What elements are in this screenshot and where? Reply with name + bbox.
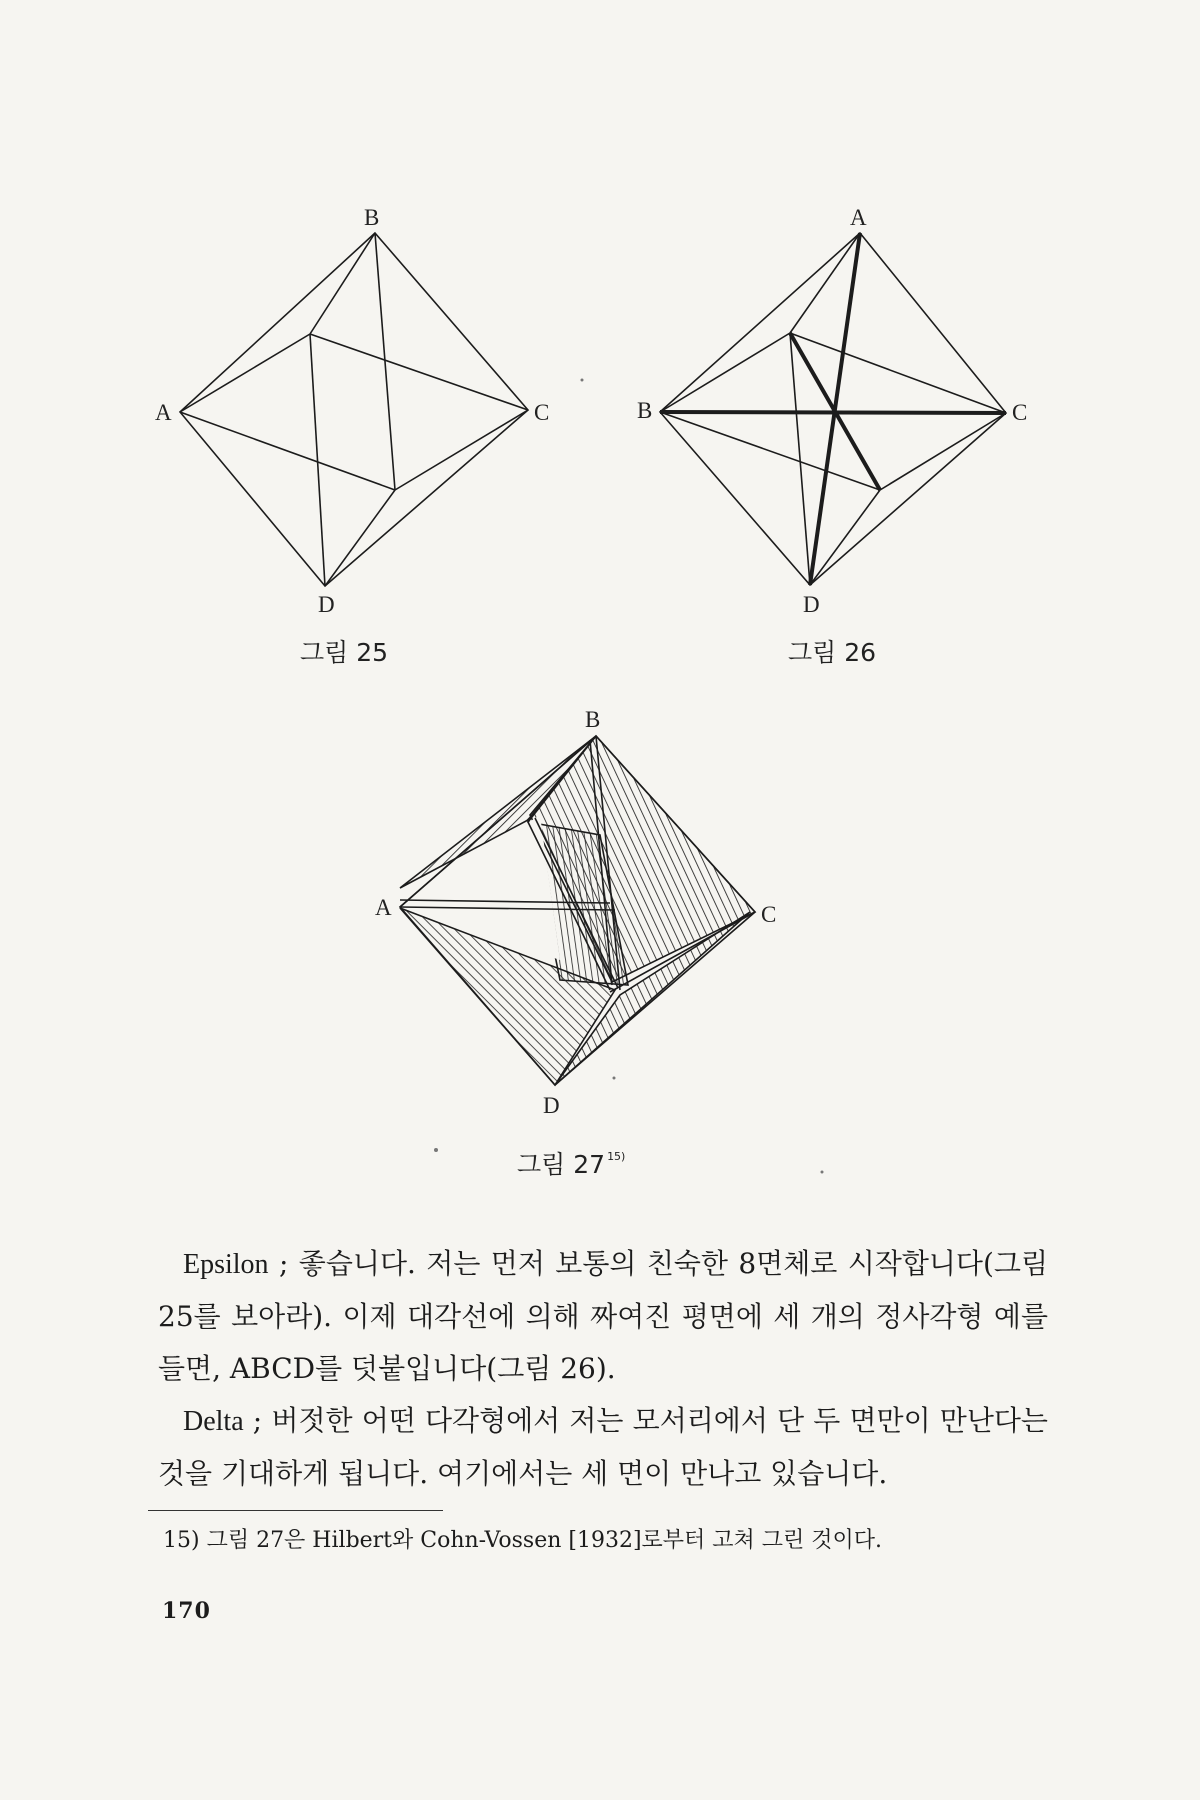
fig25-vertex-bottom: D (318, 592, 335, 617)
fig27-caption-footnote-ref: 15) (607, 1150, 626, 1163)
fig25-vertex-left: A (155, 400, 172, 425)
paragraph-delta-text: ; 버젓한 어떤 다각형에서 저는 모서리에서 단 두 면만이 만난다는 것을 기대하게 됩니다. 여기에서는 세 면이 만나고 있습니다. (158, 1404, 1048, 1490)
fig26-vertex-bottom: D (803, 592, 820, 617)
fig25-caption: 그림 25 (300, 638, 389, 667)
figure-27-octahedron (400, 736, 755, 1085)
fig25-edge (325, 490, 395, 586)
fig26-vertex-left: B (637, 398, 653, 423)
figure-26-octahedron (660, 233, 1006, 585)
fig26-edge (880, 413, 1006, 490)
speaker-delta: Delta (183, 1406, 244, 1437)
fig26-caption: 그림 26 (788, 638, 877, 667)
print-speck (613, 1077, 616, 1080)
fig26-square-diagonal (660, 412, 1006, 413)
fig27-vertex-right: C (761, 902, 777, 927)
fig26-vertex-right: C (1012, 400, 1028, 425)
fig25-edge (180, 334, 310, 412)
fig25-vertex-right: C (534, 400, 550, 425)
fig26-vertex-top: A (850, 205, 867, 230)
fig27-vertex-left: A (375, 895, 392, 920)
print-speck (434, 1148, 438, 1152)
fig25-edge (375, 233, 395, 490)
fig25-vertex-top: B (364, 205, 380, 230)
body-text (158, 1238, 1048, 1500)
print-speck (821, 1171, 824, 1174)
speaker-epsilon: Epsilon (183, 1249, 269, 1280)
fig27-caption (517, 1145, 625, 1181)
footnote: 15) 그림 27은 Hilbert와 Cohn-Vossen [1932]로부터 고쳐 그린 것이다. (163, 1528, 883, 1553)
fig25-outline (180, 233, 528, 586)
fig26-edge (660, 333, 790, 412)
fig27-vertex-bottom: D (543, 1093, 560, 1118)
page-number: 170 (162, 1598, 211, 1624)
paragraph-epsilon-text: ; 좋습니다. 저는 먼저 보통의 친숙한 8면체로 시작합니다(그림 25를 보아라). 이제 대각선에 의해 짜여진 평면에 세 개의 정사각형 예를 들면, ABCD를 덧붙입니다(그림 26). (158, 1247, 1048, 1385)
paragraph-epsilon (158, 1238, 1048, 1395)
fig27-vertex-top: B (585, 707, 601, 732)
fig27-caption-text: 그림 27 (517, 1150, 606, 1179)
print-speck (581, 379, 584, 382)
footnote-rule (148, 1510, 443, 1511)
fig25-edge (395, 410, 528, 490)
paragraph-delta (158, 1395, 1048, 1500)
figure-25-octahedron (180, 233, 528, 586)
